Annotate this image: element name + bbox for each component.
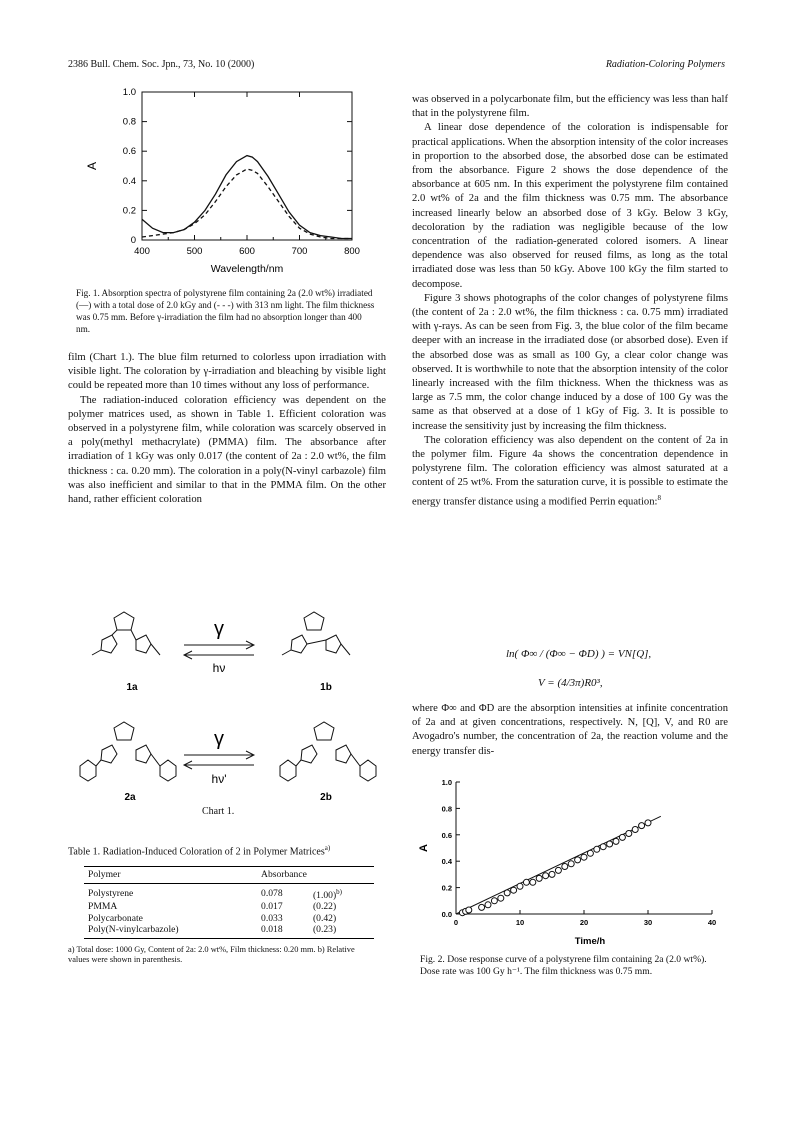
table-cell: Polycarbonate — [88, 912, 143, 924]
table-cell: 0.018 — [257, 924, 309, 938]
fig1-plot-frame — [142, 92, 352, 240]
fig2-data-point — [619, 834, 625, 840]
table-cell: PMMA — [88, 901, 118, 913]
fig2-data-point — [517, 883, 523, 889]
fig1-x-tick-label: 800 — [344, 246, 360, 257]
table-cell-note: b) — [336, 887, 342, 896]
left-column — [68, 351, 386, 507]
fig2-data-point — [479, 904, 485, 910]
arrow-forward-2 — [184, 751, 254, 759]
equation-perrin: ln( Φ∞ / (Φ∞ − ΦD) ) = VN[Q], — [506, 648, 652, 660]
running-header-right: Radiation-Coloring Polymers — [605, 59, 725, 70]
label-1a: 1a — [126, 682, 138, 693]
molecule-1b — [282, 612, 350, 655]
fig1-y-tick-label: 0.4 — [122, 175, 136, 187]
reference-mark: 8 — [657, 493, 661, 502]
right-paragraph-4 — [412, 434, 728, 510]
table-cell: (0.42) — [312, 912, 337, 924]
fig1-x-tick-label: 700 — [291, 246, 308, 257]
fig2-x-tick-label: 20 — [579, 918, 589, 927]
fig1-y-tick-label: 0.8 — [122, 116, 136, 128]
left-paragraph-1: film (Chart 1.). The blue film returned to colorless upon irradiation with visible light. The coloration by γ-irradiation and bleaching by visible light could be repeated more than 10 times without any loss of performance. — [68, 352, 386, 392]
fig2-data-point — [568, 861, 574, 867]
running-header-left: 2386 Bull. Chem. Soc. Jpn., 73, No. 10 (2000) — [68, 59, 255, 70]
table-cell: (0.23) — [309, 924, 374, 938]
molecule-1a — [92, 612, 160, 655]
table1-header-polymer: Polymer — [84, 867, 257, 884]
fig2-data-point — [626, 831, 632, 837]
table-cell: 0.078 — [261, 888, 283, 900]
label-2a: 2a — [124, 792, 136, 803]
chart1-scheme — [74, 600, 384, 820]
table-cell: Polystyrene — [88, 888, 134, 900]
fig2-data-point — [639, 823, 645, 829]
fig1-caption: Fig. 1. Absorption spectra of polystyrene film containing 2a (2.0 wt%) irradiated (—) with a total dose of 2.0 kGy and (- - -) with 313 nm light. The film thickness was 0.75 mm. Before γ-irradiation the film had no absorption longer than 400 nm. — [76, 288, 375, 334]
table-cell: 0.017 — [261, 901, 283, 913]
fig2-data-point — [549, 871, 555, 877]
paragraph-text: The coloration efficiency was also dependent on the content of 2a in the polymer film. Figure 4a shows the concentration dependence in polystyrene film. The coloration efficiency was almost saturated at a content of 25 wt%. From the saturation curve, it is possible to estimate the energy transfer distance using a modified Perrin equation: — [412, 434, 728, 508]
fig2-chart — [412, 772, 728, 952]
fig2-data-point — [594, 846, 600, 852]
fig1-x-tick-label: 400 — [134, 246, 150, 257]
fig2-data-point — [485, 902, 491, 908]
table-row — [84, 883, 374, 901]
fig2-data-point — [530, 879, 536, 885]
hv-label-2: hν' — [211, 772, 227, 786]
fig1-y-tick-label: 0.6 — [122, 146, 136, 158]
gamma-label-1: γ — [214, 618, 224, 640]
fig2-data-point — [575, 857, 581, 863]
right-paragraph-2: A linear dose dependence of the coloration is indispensable for practical applications. When the absorption intensity of the color increases in proportion to the absorbed dose, the absorbed dose can be estimated from the absorbance. Figure 2 shows the dose dependence of the absorbance at 605 nm. In this experiment the polystyrene film contained 2.0 wt% of 2a and the film thickness was 0.75 mm. The absorbance increased linearly below an absorbed dose of 3 kGy. Below 3 kGy, decoloration by the radiation was negligible because of the low concentration of the radiation-generated colored isomers. A linear dependence was also observed for reused films, as long as the total irradiated dose was less than 50 kGy. Above 100 kGy the film started to decompose. — [412, 122, 728, 290]
arrow-forward-1 — [184, 641, 254, 649]
fig1-ylabel: A — [85, 161, 99, 171]
fig2-x-tick-label: 40 — [707, 918, 717, 927]
fig1-x-tick-label: 600 — [239, 246, 255, 257]
table-cell: (0.22) — [312, 901, 337, 913]
fig2-x-tick-label: 10 — [515, 918, 525, 927]
fig2-caption: Fig. 2. Dose response curve of a polystyrene film containing 2a (2.0 wt%). Dose rate was 100 Gy h⁻¹. The film thickness was 0.75 mm. — [420, 954, 707, 977]
fig2-y-tick-label: 0.6 — [441, 830, 452, 840]
right-paragraph-5: where Φ∞ and ΦD are the absorption intensities at infinite concentration of 2a and at given concentrations, respectively. N, [Q], V, and R0 are Avogadro's number, the concentration of 2a, the reaction volume and the energy transfer dis- — [412, 703, 728, 757]
fig2-data-point — [543, 873, 549, 879]
right-column — [412, 93, 728, 509]
table1-title — [68, 842, 330, 858]
fig2-data-point — [587, 850, 593, 856]
fig2-data-point — [632, 827, 638, 833]
table-cell-value: (1.00) — [312, 889, 337, 901]
left-paragraph-2: The radiation-induced coloration efficiency was dependent on the polymer matrices used, as shown in Table 1. Efficient coloration was observed in a polystyrene film, while coloration was scarcely observed in a poly(methyl methacrylate) (PMMA) film. The absorbance after irradiation of 1 kGy was only 0.017 (the content of 2a : 2.0 wt%, the film thickness : ca. 0.20 mm). The coloration in a poly(N-vinyl carbazole) film was also inefficient and similar to that in the PMMA film. On the other hand, rather efficient coloration — [68, 394, 386, 506]
fig1-y-tick-label: 0.2 — [122, 205, 136, 217]
label-2b: 2b — [320, 792, 332, 803]
fig1-chart — [82, 84, 382, 274]
table1-footnote: a) Total dose: 1000 Gy, Content of 2a: 2.0 wt%, Film thickness: 0.20 mm. b) Relative values were shown in parenthesis. — [68, 944, 355, 965]
fig1-x-tick-label: 500 — [186, 246, 203, 257]
fig2-data-point — [491, 898, 497, 904]
fig2-y-tick-label: 1.0 — [441, 778, 452, 787]
table-cell: Poly(N-vinylcarbazole) — [84, 924, 257, 938]
fig2-data-point — [504, 890, 510, 896]
table-row — [84, 924, 374, 938]
table1 — [68, 866, 372, 966]
fig2-data-point — [523, 879, 529, 885]
molecule-2b — [280, 722, 376, 781]
table-row — [84, 901, 374, 913]
chart1-caption: Chart 1. — [202, 806, 235, 817]
fig2-y-tick-label: 0.2 — [441, 883, 452, 893]
fig2-data-point — [555, 867, 561, 873]
equation-volume: V = (4/3π)R0³, — [538, 677, 603, 689]
right-paragraph-3: Figure 3 shows photographs of the color changes of polystyrene films (the content of 2a : 2.0 wt%, the film thickness : ca. 0.75 mm) irradiated with γ-rays. As can be seen from Fig. 3, the blue color of the film became deeper with an increase in the irradiated dose (or absorbed dose). Even if the absorbed dose was as small as 100 Gy, a clear color change was observed. It is worthwhile to note that the absorption intensity of the color linearly increased with the film thickness. When the thickness was as large as 7.5 mm, the color change induced by a dose of 100 Gy was the same as that observed at a dose of 1 kGy of Fig. 3. It is possible to increase the sensitivity just by increasing the film thickness. — [412, 292, 728, 432]
arrow-back-1 — [184, 651, 254, 659]
right-column-continued — [412, 702, 728, 759]
right-paragraph-1: was observed in a polycarbonate film, but the efficiency was less than half that in the polystyrene film. — [412, 94, 728, 120]
table1-header-absorbance: Absorbance — [257, 867, 374, 884]
fig2-ylabel: A — [418, 844, 430, 852]
fig2-data-point — [498, 895, 504, 901]
fig2-data-point — [562, 864, 568, 870]
table-cell — [309, 883, 374, 901]
table1-title-text: Table 1. Radiation-Induced Coloration of 2 in Polymer Matrices — [68, 846, 325, 858]
fig2-data-point — [600, 844, 606, 850]
table1-title-note: a) — [324, 844, 331, 852]
fig1-xlabel: Wavelength/nm — [210, 263, 284, 274]
molecule-2a — [80, 722, 176, 781]
fig1-y-tick-label: 1.0 — [122, 87, 136, 98]
fig1-series-line-dashed — [142, 169, 352, 239]
fig2-data-point — [613, 838, 619, 844]
fig2-y-tick-label: 0.0 — [441, 910, 452, 919]
fig2-data-point — [645, 820, 651, 826]
table-row — [84, 913, 374, 925]
fig2-data-point — [536, 875, 542, 881]
label-1b: 1b — [320, 682, 332, 693]
hv-label-1: hν — [212, 661, 226, 675]
fig2-xlabel: Time/h — [574, 936, 606, 947]
fig2-data-point — [511, 887, 517, 893]
fig2-y-tick-label: 0.4 — [441, 857, 452, 867]
fig2-data-point — [581, 854, 587, 860]
fig2-x-tick-label: 30 — [643, 918, 653, 927]
arrow-back-2 — [184, 761, 254, 769]
fig2-y-tick-label: 0.8 — [441, 804, 452, 814]
fig1-y-tick-label: 0 — [130, 235, 136, 246]
gamma-label-2: γ — [214, 728, 224, 750]
fig2-x-tick-label: 0 — [453, 918, 459, 927]
table-cell: 0.033 — [261, 912, 283, 924]
fig1-series-line-solid — [142, 156, 352, 239]
fig2-data-point — [466, 907, 472, 913]
fig2-data-point — [607, 841, 613, 847]
